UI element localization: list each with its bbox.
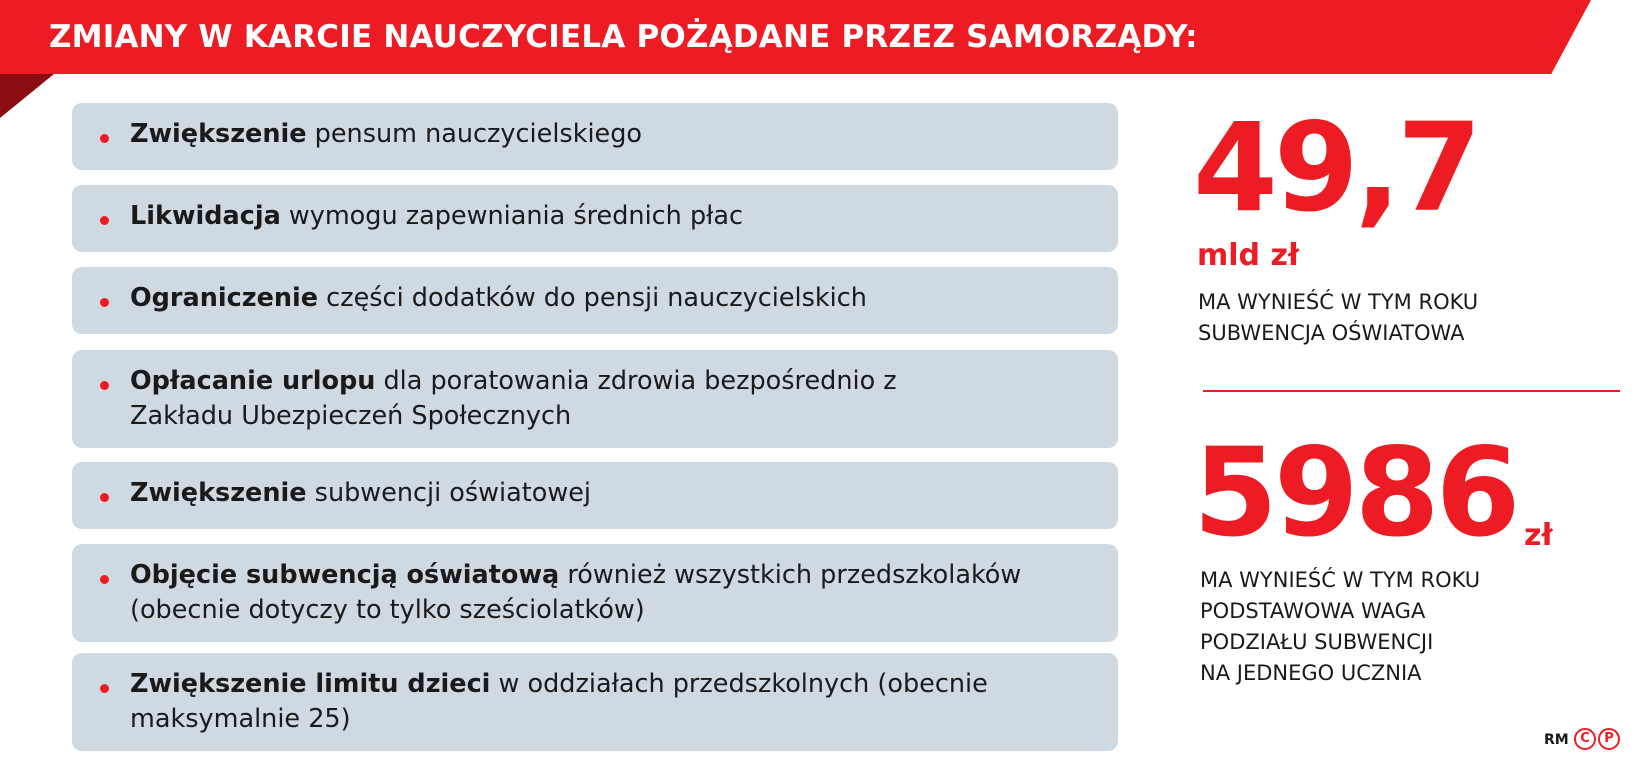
copyright-c-icon: C	[1574, 728, 1596, 750]
bullet-icon	[100, 298, 109, 307]
bullet-icon	[100, 381, 109, 390]
item-text: w oddziałach przedszkolnych (obecnie maksymalnie 25)	[130, 669, 988, 734]
stat-subsidy-unit: mld zł	[1197, 238, 1300, 273]
bullet-icon	[100, 216, 109, 225]
copyright-p-icon: P	[1598, 728, 1620, 750]
stats-divider	[1203, 390, 1620, 392]
caption-line: MA WYNIEŚĆ W TYM ROKU	[1200, 568, 1481, 592]
item-keyword: Zwiększenie limitu dzieci	[130, 669, 491, 699]
list-item-increase-subsidy	[72, 462, 1118, 529]
item-text: dla poratowania zdrowia bezpośrednio z Zakładu Ubezpieczeń Społecznych	[130, 366, 897, 431]
caption-line: MA WYNIEŚĆ W TYM ROKU	[1198, 290, 1479, 314]
item-text: wymogu zapewniania średnich płac	[280, 201, 744, 231]
item-keyword: Objęcie subwencją oświatową	[130, 560, 560, 590]
stat-weight-value: 5986	[1193, 422, 1517, 564]
item-text: subwencji oświatowej	[306, 478, 591, 508]
item-keyword: Ograniczenie	[130, 283, 319, 313]
bullet-icon	[100, 134, 109, 143]
list-item-limit-allowances	[72, 267, 1118, 334]
caption-line: SUBWENCJA OŚWIATOWA	[1198, 321, 1465, 345]
list-item-preschool-child-limit	[72, 653, 1118, 751]
caption-line: PODZIAŁU SUBWENCJI	[1200, 630, 1434, 654]
item-text: pensum nauczycielskiego	[306, 119, 643, 149]
stat-subsidy-caption	[1198, 287, 1478, 349]
stat-subsidy-value: 49,7	[1193, 97, 1479, 239]
list-item-health-leave-funding	[72, 350, 1118, 448]
caption-line: NA JEDNEGO UCZNIA	[1200, 661, 1422, 685]
item-keyword: Zwiększenie	[130, 478, 307, 508]
bullet-icon	[100, 493, 109, 502]
item-text: również wszystkich przedszkolaków (obecnie dotyczy to tylko sześciolatków)	[130, 560, 1022, 625]
bullet-icon	[100, 575, 109, 584]
header-fold-decoration	[0, 74, 54, 118]
stat-weight-caption	[1200, 565, 1480, 689]
list-item-abolish-average-pay	[72, 185, 1118, 252]
stat-weight-unit: zł	[1524, 518, 1553, 553]
item-text: części dodatków do pensji nauczycielskich	[318, 283, 867, 313]
item-keyword: Opłacanie urlopu	[130, 366, 376, 396]
bullet-icon	[100, 684, 109, 693]
author-credit: RM	[1544, 732, 1569, 748]
list-item-preschool-subsidy	[72, 544, 1118, 642]
item-keyword: Likwidacja	[130, 201, 281, 231]
caption-line: PODSTAWOWA WAGA	[1200, 599, 1426, 623]
page-title: ZMIANY W KARCIE NAUCZYCIELA POŻĄDANE PRZEZ SAMORZĄDY:	[49, 19, 1198, 55]
item-keyword: Zwiększenie	[130, 119, 307, 149]
list-item-increase-teaching-hours	[72, 103, 1118, 170]
